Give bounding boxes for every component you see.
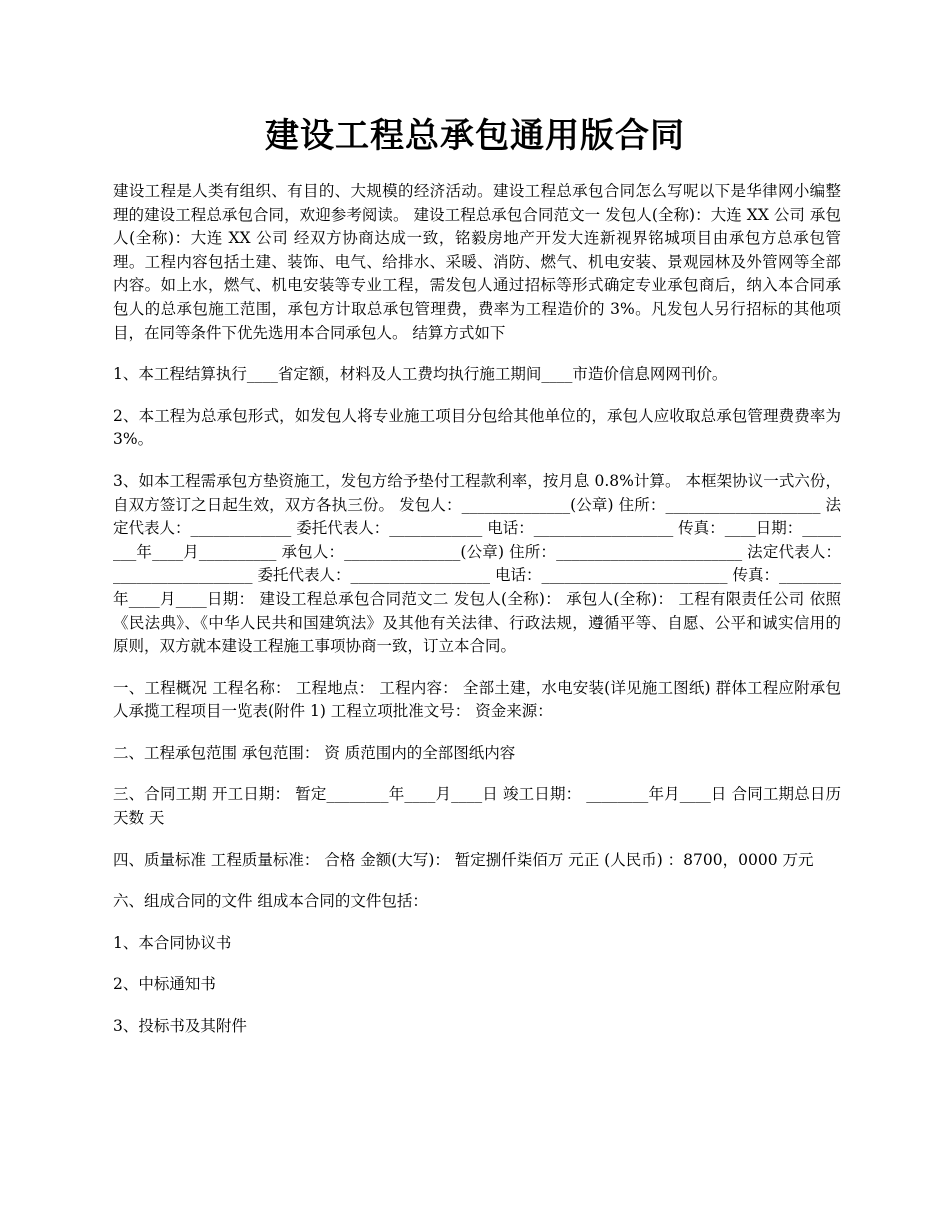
document-body: [113, 180, 841, 1057]
intro-paragraph: 建设工程是人类有组织、有目的、大规模的经济活动。建设工程总承包合同怎么写呢以下是华律网小编整理的建设工程总承包合同，欢迎参考阅读。 建设工程总承包合同范文一 发包人(全称)：大连 XX 公司 承包人(全称)：大连 XX 公司 经双方协商达成一致，铭毅房地产开发大连新视界铭城项目由承包方总承包管理。工程内容包括土建、装饰、电气、给排水、采暖、消防、燃气、机电安装、景观园林及外管网等全部内容。如上水，燃气、机电安装等专业工程，需发包人通过招标等形式确定专业承包商后，纳入本合同承包人的总承包施工范围，承包方计取总承包管理费，费率为工程造价的 3%。凡发包人另行招标的其他项目，在同等条件下优先选用本合同承包人。 结算方式如下: [113, 182, 841, 342]
section-quality-standard: 四、质量标准 工程质量标准： 合格 金额(大写)： 暂定捌仟柒佰万 元正 (人民币) ：8700，0000 万元: [113, 850, 814, 869]
document-list-item: 2、中标通知书: [113, 975, 216, 994]
document-list-item: 1、本合同协议书: [113, 933, 232, 952]
section-contract-documents: 六、组成合同的文件 组成本合同的文件包括：: [113, 892, 428, 911]
section-contract-scope: 二、工程承包范围 承包范围： 资 质范围内的全部图纸内容: [113, 743, 516, 762]
document-title: 建设工程总承包通用版合同: [265, 116, 685, 156]
settlement-clause-1: 1、本工程结算执行____省定额，材料及人工费均执行施工期间____市造价信息网网刊价。: [113, 365, 728, 384]
settlement-clause-3: 3、如本工程需承包方垫资施工，发包方给予垫付工程款利率，按月息 0.8%计算。 本框架协议一式六份，自双方签订之日起生效，双方各执三份。 发包人：______________(公章) 住所：____________________ 法定代表人：_____________ 委托代表人：____________ 电话：__________________ 传真：____日期：________年____月__________ 承包人：_______________(公章) 住所：________________________ 法定代表人：__________________ 委托代表人：__________________ 电话：________________________ 传真：________年____月____日期： 建设工程总承包合同范文二 发包人(全称)： 承包人(全称)： 工程有限责任公司 依照《民法典》、《中华人民共和国建筑法》及其他有关法律、行政法规，遵循平等、自愿、公平和诚实信用的原则，双方就本建设工程施工事项协商一致，订立本合同。: [113, 471, 841, 656]
settlement-clause-2: 2、本工程为总承包形式，如发包人将专业施工项目分包给其他单位的，承包人应收取总承包管理费费率为 3%。: [113, 406, 841, 449]
section-project-overview: 一、工程概况 工程名称： 工程地点： 工程内容： 全部土建，水电安装(详见施工图纸) 群体工程应附承包人承揽工程项目一览表(附件 1) 工程立项批准文号： 资金来源：: [113, 678, 841, 721]
section-contract-period: 三、合同工期 开工日期： 暂定________年____月____日 竣工日期： ________年月____日 合同工期总日历天数 天: [113, 785, 841, 828]
document-list-item: 3、投标书及其附件: [113, 1017, 247, 1036]
